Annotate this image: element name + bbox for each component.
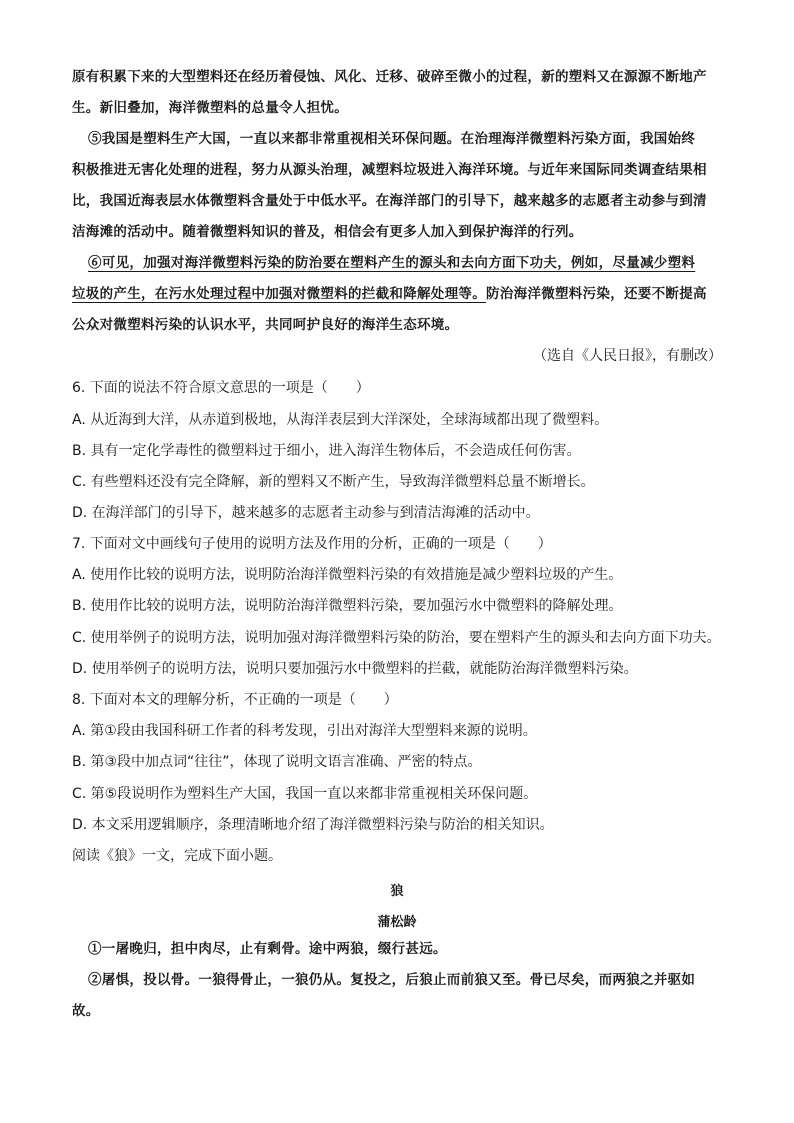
passage-paragraph-4 bbox=[72, 62, 722, 124]
text-line: ⑤我国是塑料生产大国，一直以来都非常重视相关环保问题。在治理海洋微塑料污染方面，我国始终 bbox=[88, 131, 696, 147]
question-8: 8. 下面对本文的理解分析，不正确的一项是（ ） bbox=[72, 692, 398, 708]
option-7d: D. 使用举例子的说明方法，说明只要加强污水中微塑料的拦截，就能防治海洋微塑料污染。 bbox=[72, 661, 638, 677]
option-6a: A. 从近海到大洋，从赤道到极地，从海洋表层到大洋深处，全球海域都出现了微塑料。 bbox=[72, 412, 609, 428]
option-7b: B. 使用作比较的说明方法，说明防治海洋微塑料污染，要加强污水中微塑料的降解处理。 bbox=[72, 598, 623, 614]
question-7: 7. 下面对文中画线句子使用的说明方法及作用的分析，正确的一项是（ ） bbox=[72, 536, 552, 552]
text-line: ①一屠晚归，担中肉尽，止有剩骨。途中两狼，缀行甚远。 bbox=[88, 941, 447, 957]
passage-title: 狼 bbox=[390, 884, 404, 899]
text-line: 积极推进无害化处理的进程，努力从源头治理，减塑料垃圾进入海洋环境。与近年来国际同类调查结果相 bbox=[72, 162, 707, 178]
text-line bbox=[72, 279, 722, 310]
classical-paragraph-2 bbox=[72, 965, 722, 1027]
option-7a: A. 使用作比较的说明方法，说明防治海洋微塑料污染的有效措施是减少塑料垃圾的产生。 bbox=[72, 567, 623, 583]
text-segment: 防治海洋微塑料污染，还要不断提高 bbox=[486, 286, 707, 302]
text-line: 洁海滩的活动中。随着微塑料知识的普及，相信会有更多人加入到保护海洋的行列。 bbox=[72, 224, 583, 240]
passage-author: 蒲松龄 bbox=[377, 915, 417, 930]
source-citation: （选自《人民日报》，有删改） bbox=[533, 348, 722, 364]
underlined-sentence: 垃圾的产生，在污水处理过程中加强对微塑料的拦截和降解处理等。 bbox=[72, 286, 486, 302]
underlined-sentence: ⑥可见，加强对海洋微塑料污染的防治要在塑料产生的源头和去向方面下功夫，例如，尽量减少塑料 bbox=[88, 255, 696, 271]
option-8b: B. 第③段中加点词“往往”，体现了说明文语言准确、严密的特点。 bbox=[72, 754, 482, 770]
option-8c: C. 第⑤段说明作为塑料生产大国，我国一直以来都非常重视相关环保问题。 bbox=[72, 786, 538, 802]
text-line: 故。 bbox=[72, 1003, 100, 1019]
option-7c: C. 使用举例子的说明方法，说明加强对海洋微塑料污染的防治，要在塑料产生的源头和去向方面下功夫。 bbox=[72, 630, 721, 646]
passage-paragraph-5 bbox=[72, 124, 722, 248]
text-line: 原有积累下来的大型塑料还在经历着侵蚀、风化、迁移、破碎至微小的过程，新的塑料又在源源不断地产 bbox=[72, 69, 707, 85]
option-6d: D. 在海洋部门的引导下，越来越多的志愿者主动参与到清洁海滩的活动中。 bbox=[72, 505, 540, 521]
reading-instruction: 阅读《狼》一文，完成下面小题。 bbox=[72, 848, 282, 864]
question-6: 6. 下面的说法不符合原文意思的一项是（ ） bbox=[72, 380, 370, 396]
option-8a: A. 第①段由我国科研工作者的科考发现，引出对海洋大型塑料来源的说明。 bbox=[72, 723, 537, 739]
text-line: ②屠惧，投以骨。一狼得骨止，一狼仍从。复投之，后狼止而前狼又至。骨已尽矣，而两狼之并驱如 bbox=[88, 972, 696, 988]
option-6b: B. 具有一定化学毒性的微塑料过于细小，进入海洋生物体后，不会造成任何伤害。 bbox=[72, 443, 581, 459]
option-8d: D. 本文采用逻辑顺序，条理清晰地介绍了海洋微塑料污染与防治的相关知识。 bbox=[72, 817, 554, 833]
option-6c: C. 有些塑料还没有完全降解，新的塑料又不断产生，导致海洋微塑料总量不断增长。 bbox=[72, 474, 595, 490]
passage-paragraph-6 bbox=[72, 248, 722, 341]
text-line: 生。新旧叠加，海洋微塑料的总量令人担忧。 bbox=[72, 100, 348, 116]
text-line: 公众对微塑料污染的认识水平，共同呵护良好的海洋生态环境。 bbox=[72, 317, 459, 333]
text-line bbox=[72, 248, 722, 279]
text-line: 比，我国近海表层水体微塑料含量处于中低水平。在海洋部门的引导下，越来越多的志愿者主动参与到清 bbox=[72, 193, 707, 209]
classical-paragraph-1 bbox=[72, 934, 722, 965]
